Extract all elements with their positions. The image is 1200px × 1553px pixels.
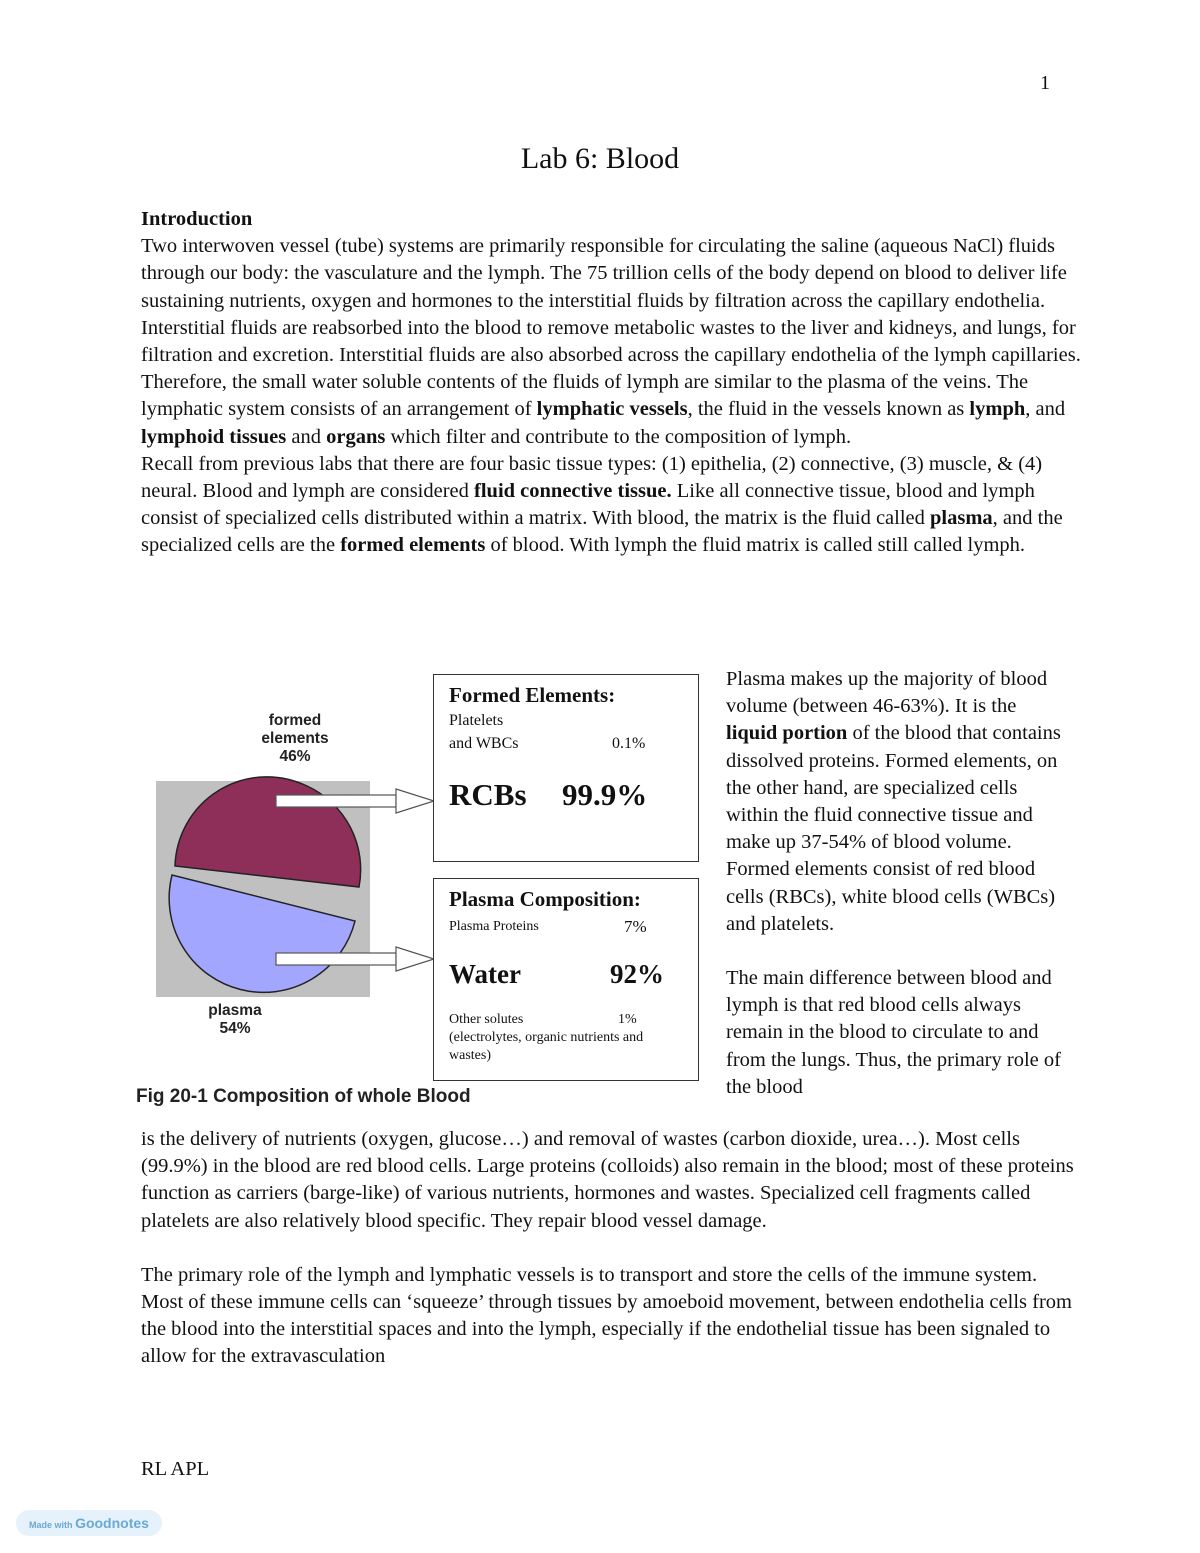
term-lymphoid-tissues: lymphoid tissues — [141, 425, 287, 448]
plasma-composition-box — [433, 878, 699, 1081]
text-run: Two interwoven vessel (tube) systems are primarily responsible for circulating the saline (aqueous NaCl) fluids through our body: the vasculature and the lymph. The 75 trillion cells of the body depend on blood to deliver life sustaining nutrients, oxygen and hormones to the interstitial fluids by filtration across the capillary endothelia. Interstitial fluids are reabsorbed into the blood to remove metabolic wastes to the liver and kidneys, and lungs, for filtration and excretion. Interstitial fluids are also absorbed across the capillary endothelia of the lymph capillaries. Therefore, the small water soluble contents of the fluids of lymph are similar to the plasma of the veins. The lymphatic system consists of an arrangement of — [141, 235, 1081, 421]
text-run: which filter and contribute to the composition of lymph. — [385, 425, 852, 448]
box-row: Plasma Proteins — [449, 919, 539, 934]
paragraph-gap — [141, 1235, 1081, 1262]
box-value: 0.1% — [612, 735, 646, 752]
label-line: formed — [268, 712, 322, 729]
term-plasma: plasma — [930, 507, 993, 530]
box-row: Other solutes — [449, 1012, 524, 1027]
side-column-text — [726, 666, 1071, 1101]
text-run: , and the specialized cells are the — [141, 507, 1063, 557]
plasma-pct: 54% — [219, 1020, 251, 1037]
text-run: Recall from previous labs that there are four basic tissue types: (1) epithelia, (2) connective, (3) muscle, & (4) neural. Blood and lymph are considered — [141, 452, 1043, 503]
intro-paragraph-2 — [141, 451, 1081, 560]
formed-elements-box — [433, 674, 699, 862]
text-run: of the blood that contains dissolved proteins. Formed elements, on the other hand, are specialized cells within the fluid connective tissue and make up 37-54% of blood volume. Formed elements consist of red blood cells (RBCs), white blood cells (WBCs) and platelets. — [726, 722, 1061, 935]
label-line: elements — [261, 730, 329, 747]
side-paragraph-1 — [726, 666, 1071, 938]
text-run: Like all connective tissue, blood and lymph consist of specialized cells distributed within a matrix. With blood, the matrix is the fluid called — [141, 480, 1035, 530]
paragraph-gap — [726, 938, 1071, 965]
plasma-label — [190, 1002, 280, 1038]
term-formed-elements: formed elements — [340, 534, 486, 557]
formed-pct: 46% — [279, 748, 311, 765]
introduction-section — [141, 206, 1081, 560]
pie-chart — [150, 775, 440, 1005]
intro-paragraph-1 — [141, 233, 1081, 451]
formed-elements-label — [240, 712, 350, 766]
label-line: plasma — [208, 1002, 262, 1019]
box-big-label: RCBs — [449, 777, 527, 812]
continuation-paragraph-1: is the delivery of nutrients (oxygen, glucose…) and removal of wastes (carbon dioxide, urea…). Most cells (99.9%) in the blood are red blood cells. Large proteins (colloids) also remain in the blood; most of these proteins function as carriers (barge-like) of various nutrients, hormones and wastes. Specialized cell fragments called platelets are also relatively blood specific. They repair blood vessel damage. — [141, 1128, 1074, 1232]
text-run: Plasma makes up the majority of blood volume (between 46-63%). It is the — [726, 668, 1048, 718]
box-big-value: 92% — [610, 959, 664, 989]
box-row: wastes) — [449, 1048, 491, 1063]
text-run: , the fluid in the vessels known as — [687, 398, 970, 421]
page-number: 1 — [1040, 72, 1050, 94]
page-title: Lab 6: Blood — [520, 142, 680, 175]
term-lymph: lymph — [969, 398, 1026, 421]
box-title: Formed Elements: — [449, 683, 616, 707]
box-row: (electrolytes, organic nutrients and — [449, 1030, 644, 1045]
box-big-label: Water — [449, 959, 521, 989]
text-run: and — [286, 425, 327, 448]
continuation-text — [141, 1126, 1081, 1371]
box-big-value: 99.9% — [562, 777, 648, 812]
box-row: Platelets — [449, 712, 504, 729]
side-paragraph-2: The main difference between blood and lymph is that red blood cells always remain in the blood to circulate to and from the lungs. Thus, the primary role of the blood — [726, 967, 1061, 1098]
goodnotes-badge — [16, 1510, 162, 1536]
box-value: 1% — [618, 1012, 637, 1027]
term-organs: organs — [326, 425, 386, 448]
text-run: , and — [1025, 398, 1066, 421]
figure-caption: Fig 20-1 Composition of whole Blood — [136, 1086, 471, 1107]
badge-brand-text: Goodnotes — [75, 1515, 149, 1531]
section-heading: Introduction — [141, 208, 253, 230]
term-liquid-portion: liquid portion — [726, 722, 848, 745]
box-value: 7% — [624, 917, 647, 936]
term-lymphatic-vessels: lymphatic vessels — [536, 398, 688, 421]
text-run: of blood. With lymph the fluid matrix is called still called lymph. — [485, 534, 1026, 557]
continuation-paragraph-2: The primary role of the lymph and lymphatic vessels is to transport and store the cells of the immune system. Most of these immune cells can ‘squeeze’ through tissues by amoeboid movement, between endothelia cells from the blood into the interstitial spaces and into the lymph, especially if the endothelial tissue has been signaled to allow for the extravasculation — [141, 1263, 1072, 1368]
footer-text: RL APL — [141, 1458, 210, 1480]
term-fluid-connective-tissue: fluid connective tissue. — [474, 480, 672, 503]
box-row: and WBCs — [449, 735, 519, 752]
badge-small-text: Made with — [29, 1520, 73, 1530]
box-title: Plasma Composition: — [449, 887, 641, 911]
